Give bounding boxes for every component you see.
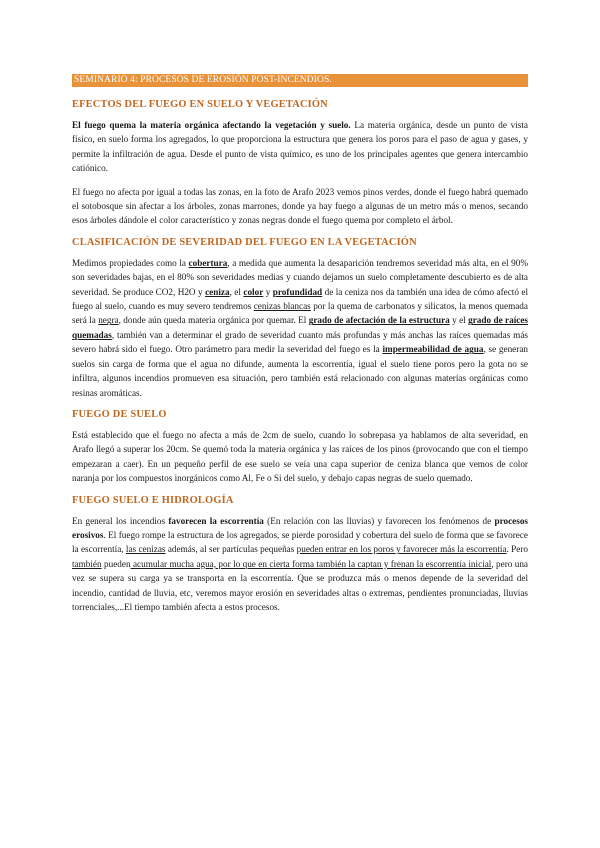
text-run: , el (229, 286, 244, 297)
text-run: , pero una vez se supera su carga ya se transporta en la escorrentía. Que se produzca más o menos depende de la severidad del incendio, cantidad de lluvia, etc, veremos mayor erosión en severidades altas o extremas, pendientes pronunciadas, lluvias torrenciales,...El tiempo también afecta a estos procesos. (72, 558, 529, 612)
section-title-severity: CLASIFICACIÓN DE SEVERIDAD DEL FUEGO EN LA VEGETACIÓN (72, 236, 417, 248)
text-run: , donde aún queda materia orgánica por quemar. El (118, 315, 309, 326)
lead-text: El fuego quema la materia orgánica afectando la vegetación y suelo. (72, 120, 351, 130)
paragraph-effects-1 (72, 118, 528, 176)
section-title-effects: EFECTOS DEL FUEGO EN SUELO Y VEGETACIÓN (72, 99, 328, 110)
section-title-soil-fire: FUEGO DE SUELO (72, 408, 167, 420)
keyword-cobertura: cobertura (188, 257, 228, 268)
text-run: , a medida que aumenta la desaparición tendremos severidad más alta, en el 90% son severidades bajas, en el 80% son severidades medias y cuando dejamos un suelo completamente descubierto es de alta severidad. Se produce CO2, H2O y (72, 257, 528, 297)
bold-escorrentia: favorecen la escorrentía (168, 515, 264, 526)
document-page (72, 74, 528, 623)
keyword-impermeabilidad: impermeabilidad de agua (382, 344, 484, 355)
text-run: pueden (101, 558, 131, 569)
keyword-raices: grado de raíces quemadas (72, 315, 528, 340)
paragraph-effects-2: El fuego no afecta por igual a todas las zonas, en la foto de Arafo 2023 vemos pinos verdes, donde el fuego habrá quemado el sotobosque sin afectar a los árboles, zonas marrones, donde ya hay fuego a algunas de un metro más o menos, secando esos árboles dándole el color característico y zonas negras donde el fuego quema por completo el árbol. (72, 186, 528, 226)
underline-acumular-agua: acumular mucha agua, por lo que en cierta forma también la captan y frenan la escorrentía inicial (130, 558, 492, 569)
keyword-profundidad: profundidad (272, 286, 323, 297)
text-run: (En relación con las lluvias) y favorecen los fenómenos de (263, 515, 495, 526)
text-run: , también van a determinar el grado de severidad cuanto más profundas y más anchas las raíces quemadas más severo habrá sido el fuego. Otro parámetro para medir la severidad del fuego es la (72, 329, 528, 355)
seminar-banner: SEMINARIO 4: PROCESOS DE EROSIÓN POST-INCENDIOS. (72, 74, 528, 87)
paragraph-hydrology (72, 514, 528, 615)
text-run: por la quema de carbonatos y silicatos, la menos quemada será la (72, 301, 528, 326)
underline-negra: negra (98, 315, 119, 326)
text-run: además, al ser partículas pequeñas (165, 544, 297, 555)
body-text: La materia orgánica, desde un punto de vista físico, en suelo forma los agregados, lo que proporciona la estructura que genera los poros para el paso de agua y gases, y permite la infiltración de agua. Desde el punto de vista químico, es uno de los principales agentes que genera intercambio catiónico. (72, 120, 528, 174)
underline-cenizas: las cenizas (125, 544, 166, 555)
underline-cenizas-blancas: cenizas blancas (253, 301, 311, 312)
text-run: y (263, 286, 273, 297)
text-run: En general los incendios (72, 515, 169, 526)
keyword-estructura: grado de afectación de la estructura (308, 315, 450, 326)
text-run: y el (449, 315, 469, 326)
text-run: . El fuego rompe la estructura de los agregados, se pierde porosidad y cobertura del suelo de forma que se favorece la escorrentía, (72, 529, 528, 555)
underline-poros: pueden entrar en los poros y favorecer más la escorrentía (296, 544, 507, 555)
paragraph-severity (72, 256, 528, 400)
text-run: , se generan suelos sin carga de forma que el agua no difunde, aumenta la escorrentía, igual el suelo tiene poros pero la gota no se infiltra, algunos incendios promueven esa situación, pero también está relacionado con algunas materias orgánicas como resinas aromáticas. (72, 344, 528, 398)
underline-tambien: también (72, 558, 102, 569)
text-run: Medimos propiedades como la (72, 257, 189, 268)
paragraph-soil-fire: Está establecido que el fuego no afecta a más de 2cm de suelo, cuando lo sobrepasa ya hablamos de alta severidad, en Arafo llegó a superar los 20cm. Se quemó toda la materia orgánica y las raíces de los pinos (provocando que con el tiempo empezaran a caer). En un pequeño perfil de ese suelo se veía una capa superior de ceniza blanca que vemos de color naranja por los compuestos inorgánicos como Al, Fe o Si del suelo, y debajo capas negras de suelo quemado. (72, 429, 528, 484)
keyword-ceniza: ceniza (205, 286, 230, 297)
text-run: de la ceniza nos da también una idea de cómo afectó el fuego al suelo, cuando es muy severo tendremos (72, 286, 529, 312)
bold-procesos-erosivos: procesos erosivos (72, 515, 528, 540)
text-run: . Pero (506, 544, 529, 555)
section-title-hydrology: FUEGO SUELO E HIDROLOGÍA (72, 494, 234, 506)
keyword-color: color (243, 286, 264, 297)
